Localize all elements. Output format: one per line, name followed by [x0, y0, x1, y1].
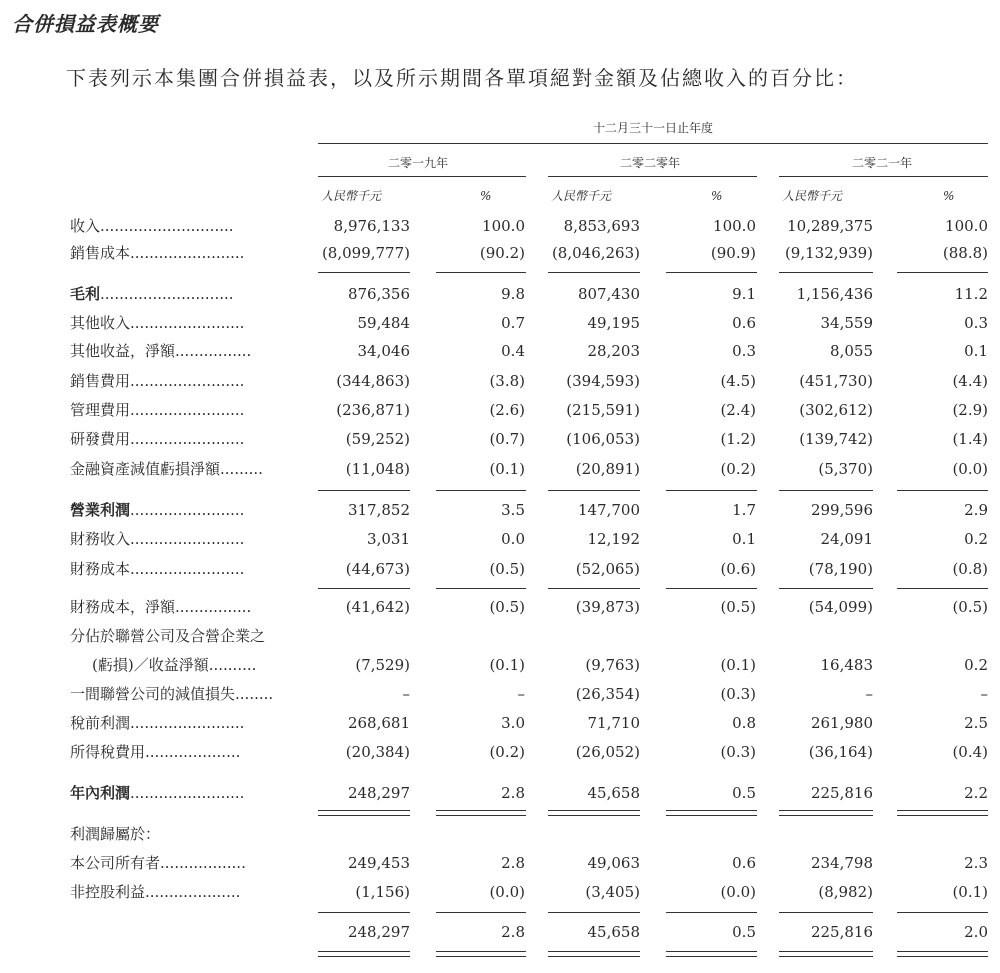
row-label-text: 財務收入: [70, 530, 131, 548]
row-label-text: 其他收入: [70, 314, 131, 332]
amount-cell: 8,976,133: [333, 217, 410, 235]
double-rule-bottom: [897, 815, 988, 816]
row-label-text: 研發費用: [70, 430, 131, 448]
percent-cell: (0.2): [720, 460, 756, 478]
year-header: 二零二零年: [620, 156, 681, 170]
unit-label: 人民幣千元: [782, 189, 843, 203]
percent-cell: (0.7): [489, 430, 525, 448]
percent-cell: (0.3): [720, 743, 756, 761]
amount-cell: (44,673): [345, 560, 410, 578]
row-label-text: 利潤歸屬於：: [70, 825, 161, 843]
row-label: [70, 559, 292, 579]
percent-cell: 0.5: [732, 923, 756, 941]
double-rule-top: [318, 810, 410, 811]
percent-cell: (88.8): [942, 244, 988, 262]
subtotal-rule: [318, 490, 410, 491]
percent-cell: (0.4): [952, 743, 988, 761]
leader-dots: ........................: [130, 530, 245, 548]
percent-cell: (2.6): [489, 401, 525, 419]
subtotal-rule: [436, 912, 526, 913]
amount-cell: 299,596: [810, 501, 873, 519]
subtotal-rule: [897, 272, 988, 273]
amount-cell: 28,203: [587, 342, 640, 360]
leader-dots: ........................: [130, 501, 245, 519]
percent-cell: 0.0: [501, 530, 525, 548]
row-label: [70, 284, 292, 304]
leader-dots: ........................: [130, 401, 245, 419]
leader-dots: ............................: [100, 217, 234, 235]
row-label: [70, 684, 292, 704]
amount-cell: 268,681: [347, 714, 410, 732]
percent-cell: 2.0: [964, 923, 988, 941]
amount-cell: 10,289,375: [787, 217, 873, 235]
double-rule-top: [897, 951, 988, 952]
leader-dots: ..........: [208, 656, 257, 674]
subtotal-rule: [666, 912, 757, 913]
double-rule-top: [897, 810, 988, 811]
percent-cell: (0.1): [952, 883, 988, 901]
amount-cell: 248,297: [347, 784, 410, 802]
double-rule-bottom: [318, 815, 410, 816]
leader-dots: ....................: [145, 883, 241, 901]
subtotal-rule: [548, 272, 640, 273]
row-label: [70, 713, 292, 733]
percent-cell: 2.9: [964, 501, 988, 519]
percent-cell: 3.5: [501, 501, 525, 519]
amount-cell: 24,091: [820, 530, 873, 548]
percent-cell: 0.2: [964, 530, 988, 548]
row-label-text: 所得稅費用: [70, 743, 146, 761]
amount-cell: 49,063: [587, 854, 640, 872]
percent-cell: (0.1): [489, 656, 525, 674]
percent-cell: (1.2): [720, 430, 756, 448]
amount-cell: (236,871): [336, 401, 410, 419]
amount-cell: 34,046: [357, 342, 410, 360]
amount-cell: (54,099): [808, 598, 873, 616]
percent-cell: 0.4: [501, 342, 525, 360]
amount-cell: (20,384): [345, 743, 410, 761]
percent-cell: 9.1: [732, 285, 756, 303]
percent-cell: (0.0): [952, 460, 988, 478]
year-rule: [318, 176, 526, 177]
amount-cell: 71,710: [587, 714, 640, 732]
double-rule-bottom: [548, 815, 640, 816]
amount-cell: (3,405): [585, 883, 640, 901]
subtotal-rule: [548, 490, 640, 491]
amount-cell: (215,591): [566, 401, 640, 419]
amount-cell: (1,156): [355, 883, 410, 901]
percent-cell: 0.1: [964, 342, 988, 360]
subtotal-rule: [779, 912, 873, 913]
row-label-text: 銷售成本: [70, 244, 131, 262]
row-label: [70, 529, 292, 549]
amount-cell: 12,192: [587, 530, 640, 548]
amount-cell: (78,190): [808, 560, 873, 578]
amount-cell: 249,453: [347, 854, 410, 872]
percent-cell: 2.8: [501, 854, 525, 872]
amount-cell: (8,982): [818, 883, 873, 901]
leader-dots: ........................: [130, 560, 245, 578]
amount-cell: (344,863): [336, 372, 410, 390]
double-rule-bottom: [779, 815, 873, 816]
amount-cell: 248,297: [347, 923, 410, 941]
subtotal-rule: [548, 588, 640, 589]
leader-dots: ................: [175, 342, 252, 360]
leader-dots: ........: [235, 685, 274, 703]
percent-cell: (4.4): [952, 372, 988, 390]
percent-cell: (2.9): [952, 401, 988, 419]
percent-cell: (0.5): [489, 560, 525, 578]
percent-cell: 0.3: [964, 314, 988, 332]
row-label-text: 一間聯營公司的減值損失: [70, 685, 236, 703]
double-rule-top: [548, 810, 640, 811]
subtotal-rule: [548, 912, 640, 913]
row-label: [92, 655, 292, 675]
subtotal-rule: [666, 588, 757, 589]
amount-cell: 8,853,693: [563, 217, 640, 235]
percent-cell: (0.0): [489, 883, 525, 901]
subtotal-rule: [436, 490, 526, 491]
percent-cell: (0.8): [952, 560, 988, 578]
amount-cell: 8,055: [830, 342, 873, 360]
row-label: [70, 626, 292, 646]
double-rule-bottom: [666, 815, 757, 816]
subtotal-rule: [436, 588, 526, 589]
percent-cell: (2.4): [720, 401, 756, 419]
amount-cell: (20,891): [575, 460, 640, 478]
amount-cell: (8,046,263): [551, 244, 640, 262]
percent-cell: (0.2): [489, 743, 525, 761]
double-rule-top: [666, 810, 757, 811]
subtotal-rule: [666, 490, 757, 491]
percent-cell: –: [980, 685, 988, 703]
double-rule-top: [548, 951, 640, 952]
percent-cell: 100.0: [482, 217, 525, 235]
row-label: [70, 371, 292, 391]
subtotal-rule: [318, 588, 410, 589]
amount-cell: 16,483: [820, 656, 873, 674]
double-rule-top: [666, 951, 757, 952]
unit-label: 人民幣千元: [321, 189, 382, 203]
percent-cell: 0.1: [732, 530, 756, 548]
leader-dots: ........................: [130, 430, 245, 448]
double-rule-top: [779, 951, 873, 952]
amount-cell: –: [865, 685, 873, 703]
amount-cell: (59,252): [345, 430, 410, 448]
row-label: [70, 500, 292, 520]
double-rule-top: [436, 810, 526, 811]
percent-cell: (0.6): [720, 560, 756, 578]
row-label: [70, 853, 292, 873]
subtotal-rule: [897, 588, 988, 589]
amount-cell: –: [402, 685, 410, 703]
subtotal-rule: [666, 272, 757, 273]
percent-cell: (1.4): [952, 430, 988, 448]
leader-dots: ........................: [130, 372, 245, 390]
percent-cell: 0.6: [732, 854, 756, 872]
leader-dots: ........................: [130, 784, 245, 802]
amount-cell: (52,065): [575, 560, 640, 578]
percent-cell: 2.8: [501, 784, 525, 802]
amount-cell: (302,612): [799, 401, 873, 419]
double-rule-top: [779, 810, 873, 811]
percent-cell: 0.5: [732, 784, 756, 802]
row-label-text: 管理費用: [70, 401, 131, 419]
period-header-rule: [318, 143, 988, 144]
amount-cell: 45,658: [587, 923, 640, 941]
amount-cell: 1,156,436: [796, 285, 873, 303]
percent-cell: 2.2: [964, 784, 988, 802]
percent-cell: 11.2: [954, 285, 988, 303]
amount-cell: 876,356: [347, 285, 410, 303]
amount-cell: (8,099,777): [321, 244, 410, 262]
leader-dots: ....................: [145, 743, 241, 761]
year-rule: [548, 176, 757, 177]
row-label: [70, 400, 292, 420]
amount-cell: (7,529): [355, 656, 410, 674]
percent-cell: (0.0): [720, 883, 756, 901]
percent-cell: 2.5: [964, 714, 988, 732]
subtotal-rule: [779, 272, 873, 273]
amount-cell: 807,430: [577, 285, 640, 303]
subtotal-rule: [318, 272, 410, 273]
percent-cell: 2.3: [964, 854, 988, 872]
percent-cell: (0.5): [489, 598, 525, 616]
row-label-text: 其他收益，淨額: [70, 342, 176, 360]
subtotal-rule: [779, 588, 873, 589]
percent-cell: (90.2): [479, 244, 525, 262]
leader-dots: ........................: [130, 244, 245, 262]
percent-cell: 9.8: [501, 285, 525, 303]
row-label: [70, 882, 292, 902]
row-label: [70, 459, 292, 479]
amount-cell: 3,031: [367, 530, 410, 548]
percent-cell: 0.6: [732, 314, 756, 332]
amount-cell: 45,658: [587, 784, 640, 802]
double-rule-bottom: [897, 956, 988, 957]
amount-cell: (26,354): [575, 685, 640, 703]
percent-cell: 0.2: [964, 656, 988, 674]
leader-dots: ............................: [100, 285, 234, 303]
percent-cell: 100.0: [713, 217, 756, 235]
double-rule-bottom: [779, 956, 873, 957]
leader-dots: ................: [175, 598, 252, 616]
percent-cell: 2.8: [501, 923, 525, 941]
leader-dots: ..................: [160, 854, 246, 872]
percent-cell: (0.3): [720, 685, 756, 703]
amount-cell: (9,763): [585, 656, 640, 674]
amount-cell: (451,730): [799, 372, 873, 390]
amount-cell: 59,484: [357, 314, 410, 332]
double-rule-bottom: [436, 815, 526, 816]
subtotal-rule: [318, 912, 410, 913]
year-header: 二零二一年: [852, 156, 913, 170]
row-label: [70, 313, 292, 333]
percent-cell: (0.5): [952, 598, 988, 616]
row-label-text: 年內利潤: [70, 784, 131, 802]
row-label-text: 銷售費用: [70, 372, 131, 390]
double-rule-top: [436, 951, 526, 952]
amount-cell: (106,053): [566, 430, 640, 448]
amount-cell: (394,593): [566, 372, 640, 390]
leader-dots: .........: [220, 460, 263, 478]
amount-cell: (41,642): [345, 598, 410, 616]
percent-cell: –: [517, 685, 525, 703]
percent-cell: 1.7: [732, 501, 756, 519]
row-label: [70, 341, 292, 361]
amount-cell: 49,195: [587, 314, 640, 332]
row-label: [70, 243, 292, 263]
subtotal-rule: [897, 490, 988, 491]
amount-cell: 225,816: [810, 784, 873, 802]
subtotal-rule: [436, 272, 526, 273]
percent-cell: 3.0: [501, 714, 525, 732]
amount-cell: (36,164): [808, 743, 873, 761]
percent-label: %: [711, 189, 723, 203]
year-header: 二零一九年: [388, 156, 449, 170]
row-label-text: 財務成本: [70, 560, 131, 578]
unit-label: 人民幣千元: [551, 189, 612, 203]
double-rule-bottom: [666, 956, 757, 957]
row-label-text: 金融資產減值虧損淨額: [70, 460, 221, 478]
amount-cell: 317,852: [347, 501, 410, 519]
row-label-text: 非控股利益: [70, 883, 146, 901]
row-label-text: 本公司所有者: [70, 854, 161, 872]
amount-cell: 147,700: [577, 501, 640, 519]
double-rule-top: [318, 951, 410, 952]
row-label: [70, 597, 292, 617]
percent-cell: (0.1): [489, 460, 525, 478]
amount-cell: 234,798: [810, 854, 873, 872]
amount-cell: (9,132,939): [784, 244, 873, 262]
percent-cell: 0.3: [732, 342, 756, 360]
percent-cell: (4.5): [720, 372, 756, 390]
row-label: [70, 216, 292, 236]
subtotal-rule: [779, 490, 873, 491]
amount-cell: (5,370): [818, 460, 873, 478]
amount-cell: (139,742): [799, 430, 873, 448]
percent-label: %: [480, 189, 492, 203]
year-rule: [779, 176, 988, 177]
row-label-text: 分佔於聯營公司及合營企業之: [70, 627, 266, 645]
amount-cell: 261,980: [810, 714, 873, 732]
intro-text: 下表列示本集團合併損益表，以及所示期間各單項絕對金額及佔總收入的百分比：: [66, 66, 858, 90]
row-label: [70, 429, 292, 449]
percent-cell: (90.9): [710, 244, 756, 262]
row-label-text: 收入: [70, 217, 101, 235]
amount-cell: (39,873): [575, 598, 640, 616]
amount-cell: (26,052): [575, 743, 640, 761]
percent-cell: (3.8): [489, 372, 525, 390]
double-rule-bottom: [436, 956, 526, 957]
percent-label: %: [943, 189, 955, 203]
period-header: 十二月三十一日止年度: [592, 121, 713, 135]
row-label: [70, 783, 292, 803]
percent-cell: 100.0: [945, 217, 988, 235]
double-rule-bottom: [548, 956, 640, 957]
row-label: [70, 742, 292, 762]
amount-cell: 34,559: [820, 314, 873, 332]
percent-cell: (0.1): [720, 656, 756, 674]
percent-cell: (0.5): [720, 598, 756, 616]
row-label-text: 財務成本，淨額: [70, 598, 176, 616]
row-label-text: 毛利: [70, 285, 101, 303]
row-label-text: 營業利潤: [70, 501, 131, 519]
leader-dots: ........................: [130, 714, 245, 732]
percent-cell: 0.7: [501, 314, 525, 332]
row-label-text: 稅前利潤: [70, 714, 131, 732]
subtotal-rule: [897, 912, 988, 913]
row-label: [70, 824, 292, 844]
double-rule-bottom: [318, 956, 410, 957]
amount-cell: (11,048): [345, 460, 410, 478]
row-label-text: (虧損)／收益淨額: [92, 656, 209, 674]
amount-cell: 225,816: [810, 923, 873, 941]
section-heading: 合併損益表概要: [12, 12, 159, 36]
leader-dots: ........................: [130, 314, 245, 332]
percent-cell: 0.8: [732, 714, 756, 732]
